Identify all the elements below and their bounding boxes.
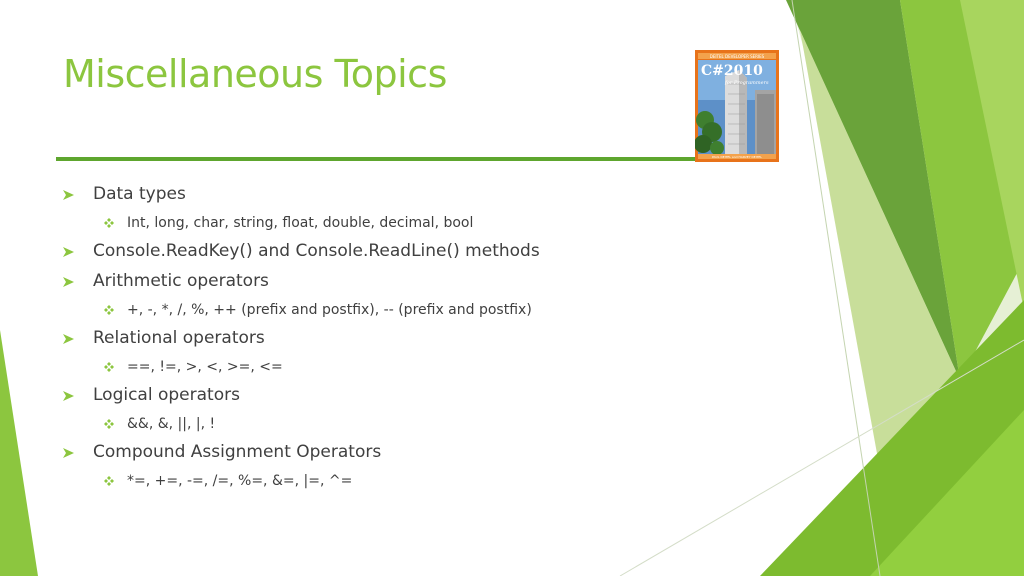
bullet-item (62, 239, 702, 263)
bullet-text: Data types (93, 184, 186, 204)
sub-bullet-item (62, 357, 702, 377)
arrowhead-bullet-icon (63, 448, 74, 458)
arrowhead-bullet-icon (63, 391, 74, 401)
bullet-item (62, 440, 702, 464)
diamond-cluster-bullet-icon (104, 362, 114, 372)
bullet-text: Logical operators (93, 385, 240, 405)
sub-bullet-item (62, 213, 702, 233)
bullet-text: Console.ReadKey() and Console.ReadLine() methods (93, 241, 540, 261)
bullet-text: Arithmetic operators (93, 271, 269, 291)
bullet-item (62, 383, 702, 407)
diamond-cluster-bullet-icon (104, 218, 114, 228)
book-cover-image (695, 50, 779, 162)
diamond-cluster-bullet-icon (104, 476, 114, 486)
title-underline (56, 157, 696, 161)
left-green-sliver (0, 330, 38, 576)
diamond-cluster-bullet-icon (104, 419, 114, 429)
book-authors: PAUL DEITEL and HARVEY DEITEL (712, 155, 762, 159)
book-subtitle: for Programmers (725, 80, 769, 86)
sub-bullet-item (62, 300, 702, 320)
arrowhead-bullet-icon (63, 334, 74, 344)
sub-bullet-text: ==, !=, >, <, >=, <= (127, 359, 283, 375)
arrowhead-bullet-icon (63, 247, 74, 257)
sub-bullet-item (62, 414, 702, 434)
diamond-cluster-bullet-icon (104, 305, 114, 315)
slide-title: Miscellaneous Topics (63, 52, 447, 96)
book-title: C#2010 (701, 63, 763, 79)
bullet-list (62, 178, 702, 496)
sub-bullet-text: Int, long, char, string, float, double, decimal, bool (127, 215, 474, 231)
bullet-text: Compound Assignment Operators (93, 442, 382, 462)
arrowhead-bullet-icon (63, 277, 74, 287)
bullet-item (62, 182, 702, 206)
sub-bullet-text: *=, +=, -=, /=, %=, &=, |=, ^= (127, 473, 353, 489)
bullet-item (62, 326, 702, 350)
arrowhead-bullet-icon (63, 190, 74, 200)
bullet-text: Relational operators (93, 328, 265, 348)
sub-bullet-item (62, 471, 702, 491)
sub-bullet-text: +, -, *, /, %, ++ (prefix and postfix), -- (prefix and postfix) (127, 302, 532, 318)
bullet-item (62, 269, 702, 293)
book-series-label: DEITEL DEVELOPER SERIES (709, 54, 765, 59)
sub-bullet-text: &&, &, ||, |, ! (127, 416, 216, 432)
